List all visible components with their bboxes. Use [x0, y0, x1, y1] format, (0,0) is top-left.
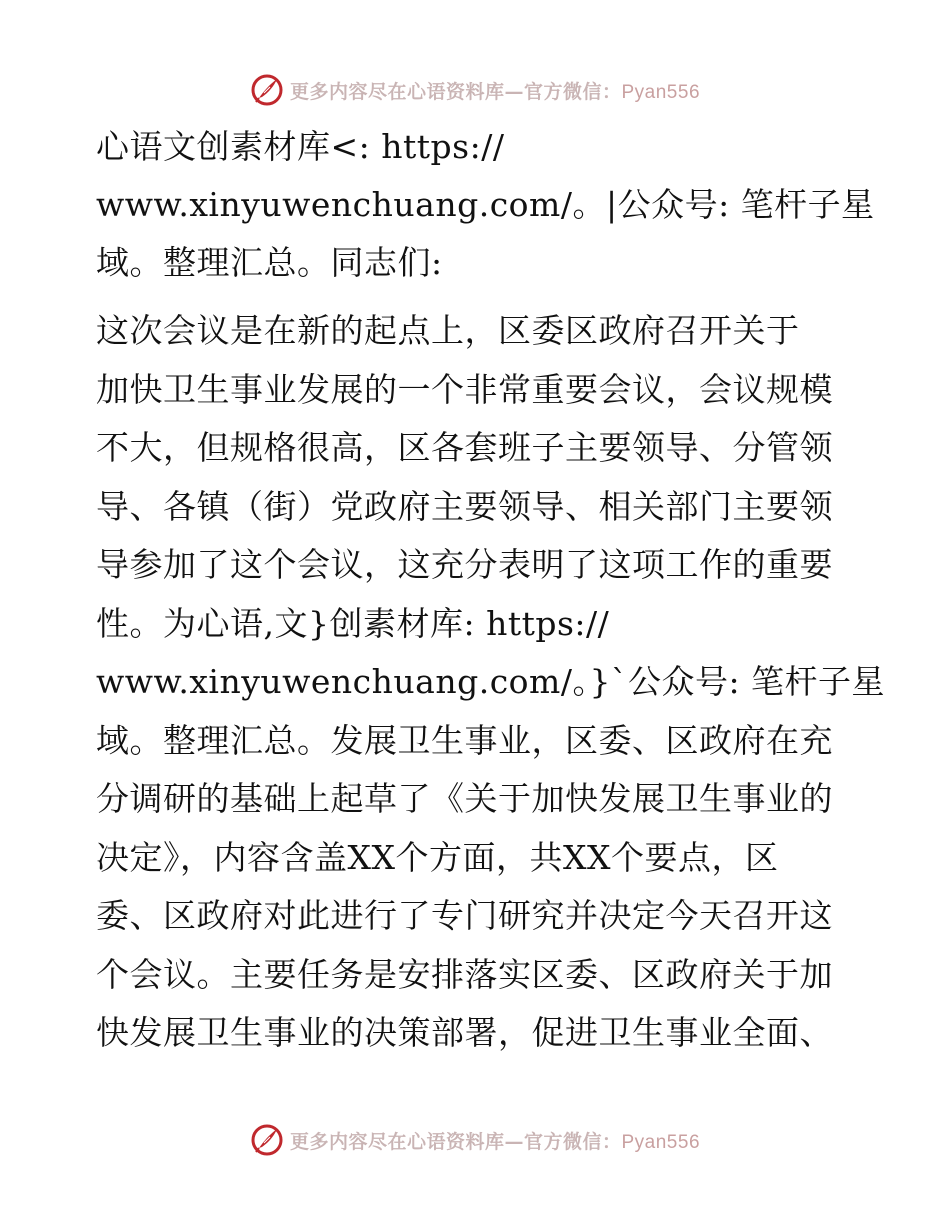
text-line: 分调研的基础上起草了《关于加快发展卫生事业的 [96, 779, 833, 818]
text-line: 这次会议是在新的起点上，区委区政府召开关于 [96, 311, 800, 350]
document-body [96, 118, 886, 1063]
text-line: 导、各镇（街）党政府主要领导、相关部门主要领 [96, 486, 833, 526]
quill-logo-icon [250, 1123, 284, 1157]
footer-banner-handle: Pyan556 [621, 1131, 701, 1153]
header-banner-label: 更多内容尽在心语资料库—官方微信： [289, 80, 622, 103]
text-line: 加快卫生事业发展的一个非常重要会议，会议规模 [96, 369, 833, 409]
text-line: 域。整理汇总。同志们: [96, 243, 443, 282]
text-line: 导参加了这个会议，这充分表明了这项工作的重要 [96, 545, 833, 584]
text-line: 个会议。主要任务是安排落实区委、区政府关于加 [96, 954, 833, 994]
footer-banner-text [290, 1127, 700, 1154]
footer-banner [0, 1120, 950, 1160]
header-banner-handle: Pyan556 [621, 81, 701, 103]
text-line: 决定》，内容含盖XX个方面，共XX个要点，区 [96, 837, 779, 877]
text-line: 委、区政府对此进行了专门研究并决定今天召开这 [96, 896, 833, 935]
header-banner-text [290, 77, 700, 104]
text-line: www.xinyuwenchuang.com/。}`公众号: 笔杆子星 [96, 662, 886, 701]
quill-logo-icon [250, 73, 284, 107]
text-line: 性。为心语,文}创素材库: https:// [96, 603, 610, 643]
text-line: 域。整理汇总。发展卫生事业，区委、区政府在充 [96, 720, 833, 760]
paragraph-2 [96, 302, 886, 1063]
paragraph-1 [96, 118, 875, 292]
text-line: www.xinyuwenchuang.com/。|公众号: 笔杆子星 [96, 185, 875, 224]
footer-banner-label: 更多内容尽在心语资料库—官方微信： [289, 1130, 622, 1153]
header-banner [0, 70, 950, 110]
text-line: 不大，但规格很高，区各套班子主要领导、分管领 [96, 428, 833, 467]
text-line: 快发展卫生事业的决策部署，促进卫生事业全面、 [96, 1013, 833, 1052]
text-line: 心语文创素材库<: https:// [96, 127, 505, 166]
